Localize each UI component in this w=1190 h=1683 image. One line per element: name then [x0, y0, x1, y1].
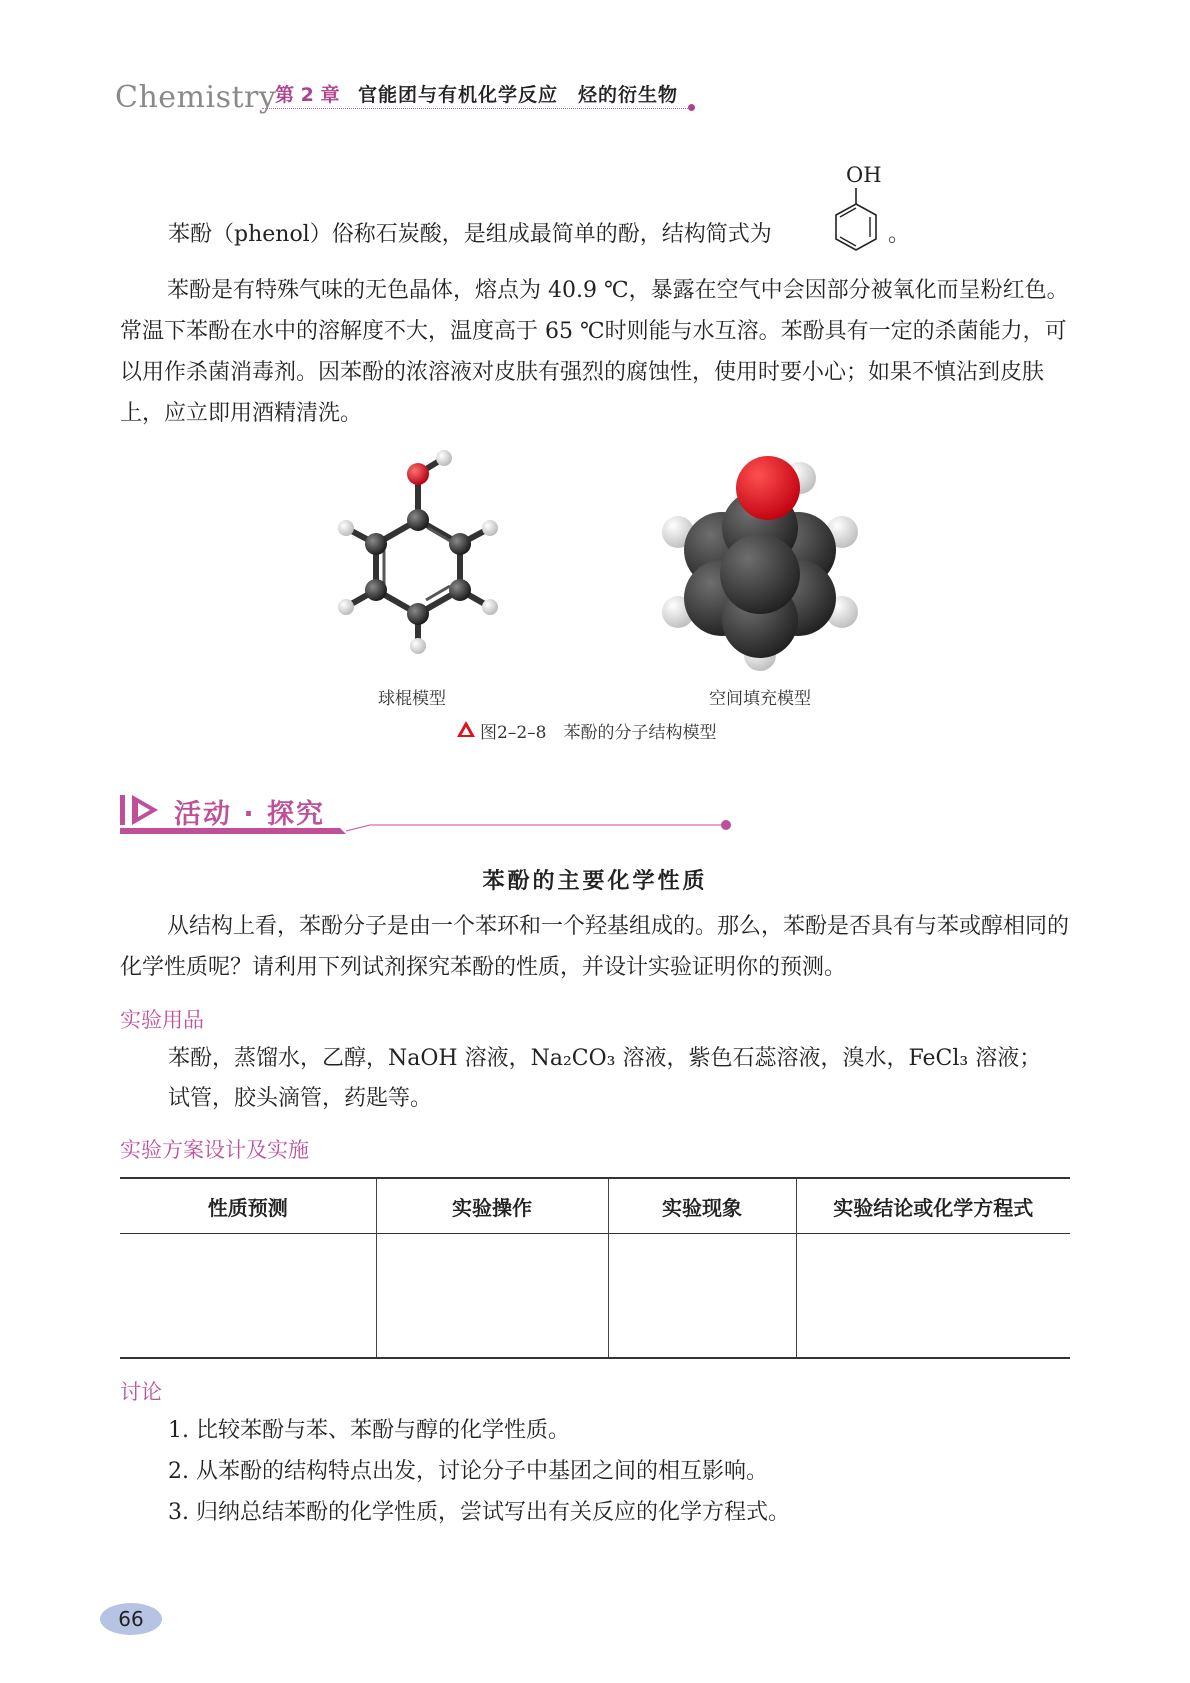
table-cell: [120, 1234, 376, 1359]
space-filling-model: [660, 450, 860, 675]
discussion-label: 讨论: [120, 1380, 162, 1404]
discussion-item: 2. 从苯酚的结构特点出发，讨论分子中基团之间的相互影响。: [168, 1459, 768, 1484]
activity-heading: 苯酚的主要化学性质: [482, 868, 708, 894]
figure-caption: 图2–2–8 苯酚的分子结构模型: [480, 723, 717, 743]
header-chapter: 第 2 章: [275, 84, 340, 106]
table-header: 性质预测: [207, 1195, 288, 1220]
space-fill-label: 空间填充模型: [709, 689, 811, 709]
caption-triangle-icon: [456, 719, 476, 739]
ball-stick-label: 球棍模型: [378, 689, 446, 709]
page-number: 66: [118, 1607, 144, 1631]
design-label: 实验方案设计及实施: [120, 1138, 309, 1162]
activity-intro: 从结构上看，苯酚分子是由一个苯环和一个羟基组成的。那么，苯酚是否具有与苯或醇相同的化学性质呢？请利用下列试剂探究苯酚的性质，并设计实验证明你的预测。: [120, 914, 1070, 980]
discussion-item: 1. 比较苯酚与苯、苯酚与醇的化学性质。: [168, 1418, 570, 1443]
table-row: [120, 1234, 1070, 1359]
ball-stick-model: [320, 440, 520, 670]
header-brand: Chemistry: [115, 80, 277, 115]
materials-line2: 试管，胶头滴管，药匙等。: [168, 1086, 433, 1111]
table-cell: [796, 1234, 1070, 1359]
experiment-table: [120, 1177, 1070, 1359]
activity-title: 活动 · 探究: [174, 799, 326, 830]
header-dot: [688, 104, 695, 111]
table-cell: [376, 1234, 608, 1359]
intro-line1: 苯酚（phenol）俗称石炭酸，是组成最简单的酚，结构简式为: [168, 222, 772, 247]
hydroxyl-label: OH: [846, 163, 882, 187]
table-header: 实验结论或化学方程式: [796, 1178, 1070, 1234]
discussion-item: 3. 归纳总结苯酚的化学性质，尝试写出有关反应的化学方程式。: [168, 1500, 790, 1525]
table-header: 实验现象: [608, 1178, 796, 1234]
intro-paragraph: 苯酚是有特殊气味的无色晶体，熔点为 40.9 ℃，暴露在空气中会因部分被氧化而呈粉红色。常温下苯酚在水中的溶解度不大，温度高于 65 ℃时则能与水互溶。苯酚具有一定的杀菌能力，可以用作杀菌消毒剂。因苯酚的浓溶液对皮肤有强烈的腐蚀性，使用时要小心；如果不慎沾到皮肤上，应立即用酒精清洗。: [120, 278, 1069, 426]
table-cell: [608, 1234, 796, 1359]
header-title: 官能团与有机化学反应 烃的衍生物: [358, 84, 679, 106]
materials-line1: 苯酚，蒸馏水，乙醇，NaOH 溶液，Na₂CO₃ 溶液，紫色石蕊溶液，溴水，FeCl₃ 溶液；: [168, 1046, 1042, 1071]
header-dotted-line: [262, 108, 692, 109]
phenol-structure-formula: [828, 155, 890, 265]
materials-label: 实验用品: [120, 1008, 204, 1032]
table-header: 实验操作: [376, 1178, 608, 1234]
table-header-row: [120, 1178, 1070, 1234]
intro-line1-end: 。: [888, 222, 911, 247]
